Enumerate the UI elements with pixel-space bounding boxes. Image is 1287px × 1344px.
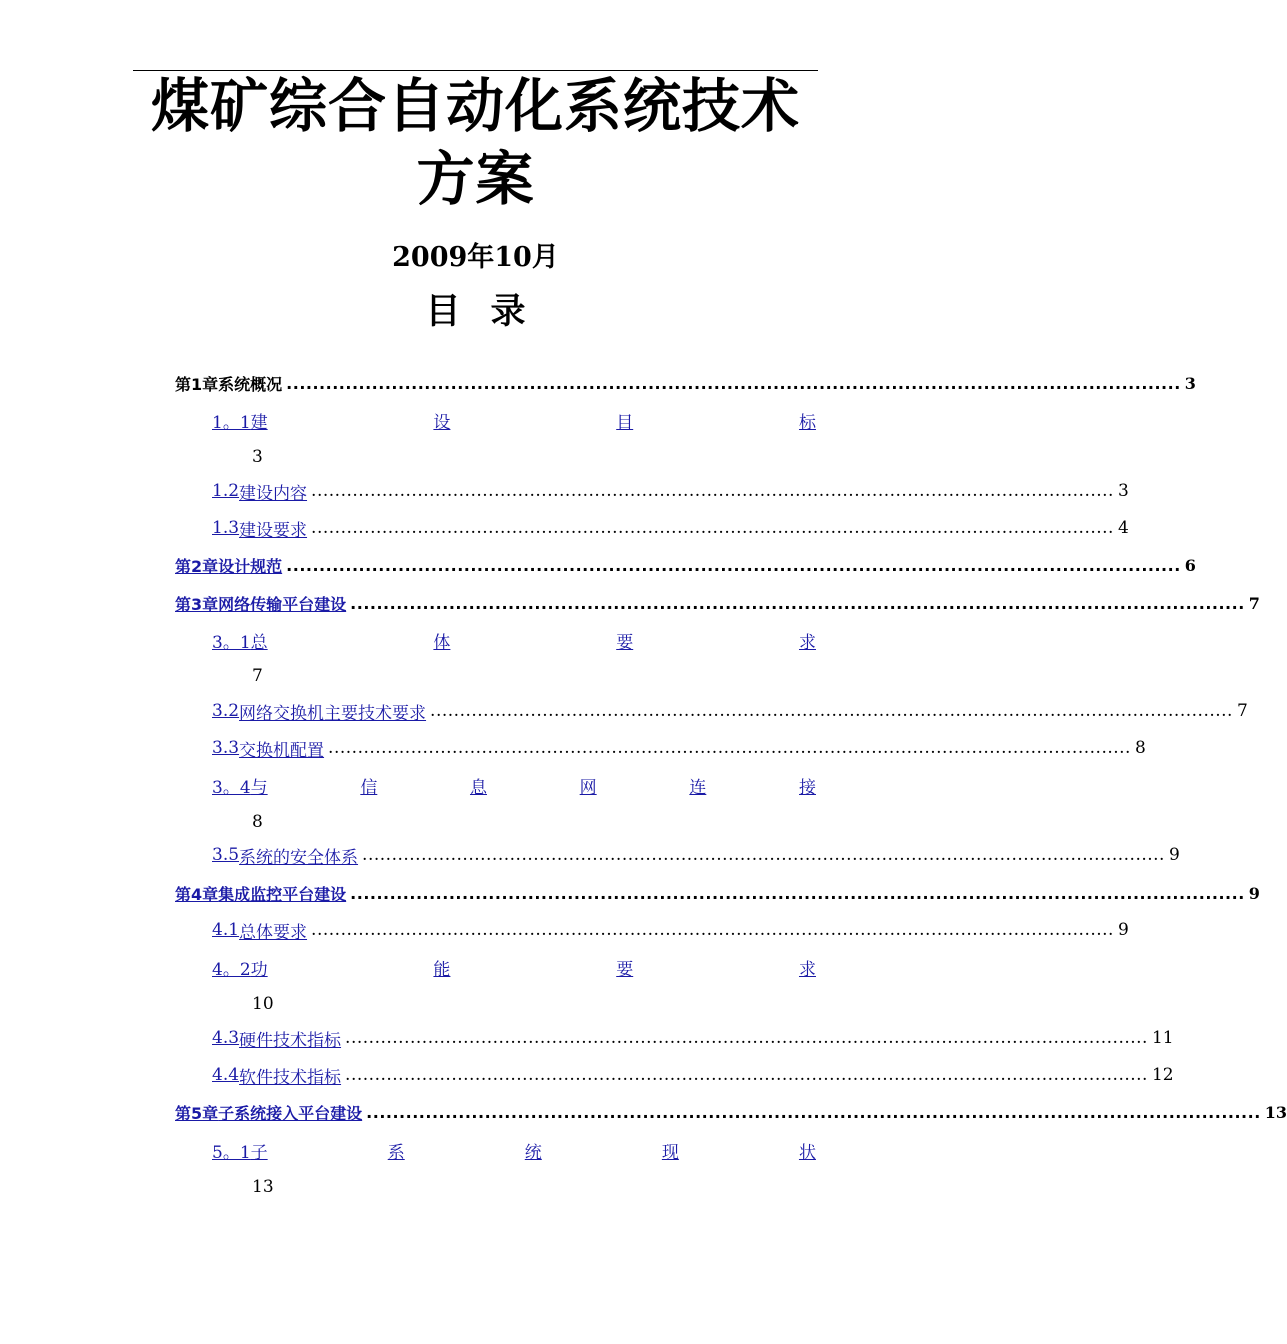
document-title-line-2: 方案 xyxy=(416,145,535,213)
toc-chapter-5[interactable]: 第5章 子系统接入平台建设 ........................................................................................................................................ 13 xyxy=(175,1102,1287,1123)
leader-dots: ........................................................................................................................................ xyxy=(350,883,1245,903)
toc-section-1-3[interactable]: 1.3 建设要求 ........................................................................................................................................ 4 xyxy=(212,518,1129,541)
toc-section-5-1[interactable] xyxy=(212,1137,816,1163)
leader-dots: ........................................................................................................................................ xyxy=(311,920,1114,940)
toc-chapter-1[interactable]: 第1章 系统概况 ........................................................................................................................................ 3 xyxy=(175,373,1196,394)
leader-dots: ........................................................................................................................................ xyxy=(430,701,1233,721)
leader-dots: ........................................................................................................................................ xyxy=(345,1065,1148,1085)
toc-link-3-4[interactable]: 3。4与 信 息 网 连 接 xyxy=(212,777,816,798)
toc-link-4-2[interactable]: 4。2功 能 要 求 xyxy=(212,959,816,980)
toc-link-5-1[interactable]: 5。1子 系 统 现 状 xyxy=(212,1142,816,1163)
leader-dots: ........................................................................................................................................ xyxy=(286,555,1181,575)
leader-dots: ........................................................................................................................................ xyxy=(328,738,1131,758)
leader-dots: ........................................................................................................................................ xyxy=(311,518,1114,538)
toc-page-5-1: 13 xyxy=(252,1177,274,1197)
top-rule xyxy=(133,70,818,71)
leader-dots: ........................................................................................................................................ xyxy=(286,373,1181,393)
toc-heading: 目 录 xyxy=(425,291,526,332)
toc-link-1-1[interactable]: 1。1建 设 目 标 xyxy=(212,412,816,433)
toc-section-1-1[interactable] xyxy=(212,407,816,433)
leader-dots: ........................................................................................................................................ xyxy=(311,481,1114,501)
toc-section-1-2[interactable]: 1.2 建设内容 ........................................................................................................................................ 3 xyxy=(212,481,1129,504)
toc-page-4-2: 10 xyxy=(252,994,274,1014)
toc-section-4-3[interactable]: 4.3 硬件技术指标 ........................................................................................................................................ 11 xyxy=(212,1028,1174,1051)
toc-section-3-2[interactable]: 3.2 网络交换机主要技术要求 ........................................................................................................................................ 7 xyxy=(212,701,1248,724)
toc-section-3-1[interactable] xyxy=(212,627,816,653)
leader-dots: ........................................................................................................................................ xyxy=(362,845,1165,865)
toc-link-3-1[interactable]: 3。1总 体 要 求 xyxy=(212,632,816,653)
leader-dots: ........................................................................................................................................ xyxy=(366,1102,1261,1122)
toc-page-3-1: 7 xyxy=(252,666,263,686)
leader-dots: ........................................................................................................................................ xyxy=(350,593,1245,613)
document-date: 2009年10月 xyxy=(392,242,559,273)
toc-section-3-5[interactable]: 3.5 系统的安全体系 ........................................................................................................................................ 9 xyxy=(212,845,1180,868)
toc-section-4-4[interactable]: 4.4 软件技术指标 ........................................................................................................................................ 12 xyxy=(212,1065,1174,1088)
toc-section-3-4[interactable] xyxy=(212,772,816,798)
toc-section-4-1[interactable]: 4.1 总体要求 ........................................................................................................................................ 9 xyxy=(212,920,1129,943)
toc-page-1-1: 3 xyxy=(252,447,263,467)
toc-section-4-2[interactable] xyxy=(212,954,816,980)
toc-section-3-3[interactable]: 3.3 交换机配置 ........................................................................................................................................ 8 xyxy=(212,738,1146,761)
toc-chapter-4[interactable]: 第4章 集成监控平台建设 ........................................................................................................................................ 9 xyxy=(175,883,1260,904)
toc-page-3-4: 8 xyxy=(252,812,263,832)
toc-chapter-2[interactable]: 第2章 设计规范 ........................................................................................................................................ 6 xyxy=(175,555,1196,576)
toc-chapter-3[interactable]: 第3章 网络传输平台建设 ........................................................................................................................................ 7 xyxy=(175,593,1260,614)
leader-dots: ........................................................................................................................................ xyxy=(345,1028,1148,1048)
document-title-line-1: 煤矿综合自动化系统技术 xyxy=(150,72,800,140)
